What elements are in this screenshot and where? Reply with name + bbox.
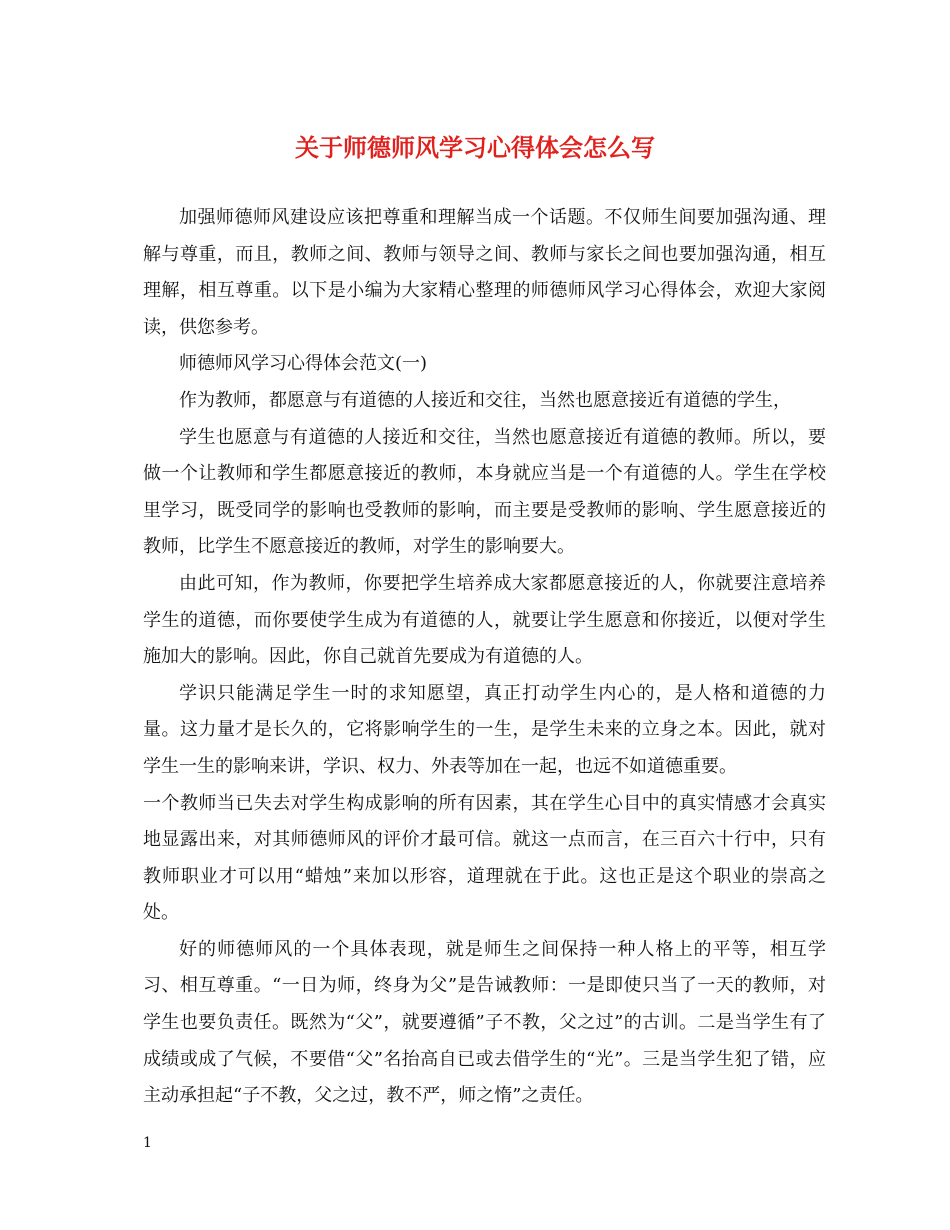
paragraph: 一个教师当已失去对学生构成影响的所有因素，其在学生心目中的真实情感才会真实地显露出来，对其师德师风的评价才最可信。就这一点而言，在三百六十行中，只有教师职业才可以用“蜡烛”来加以形容，道理就在于此。这也正是这个职业的崇高之处。: [143, 792, 826, 924]
document-title: 关于师德师风学习心得体会怎么写: [295, 133, 655, 162]
document-body: [143, 200, 826, 1115]
paragraph: 好的师德师风的一个具体表现，就是师生之间保持一种人格上的平等，相互学习、相互尊重。“一日为师，终身为父”是告诫教师：一是即使只当了一天的教师，对学生也要负责任。既然为“父”，就要遵循”子不教，父之过”的古训。二是当学生有了成绩或成了气候，不要借“父”名抬高自已或去借学生的“光”。三是当学生犯了错，应主动承担起“子不教，父之过，教不严，师之惰”之责任。: [143, 938, 826, 1107]
paragraph-intro: 加强师德师风建设应该把尊重和理解当成一个话题。不仅师生间要加强沟通、理解与尊重，而且，教师之间、教师与领导之间、教师与家长之间也要加强沟通，相互理解，相互尊重。以下是小编为大家精心整理的师德师风学习心得体会，欢迎大家阅读，供您参考。: [143, 207, 826, 338]
paragraph: 学生也愿意与有道德的人接近和交往，当然也愿意接近有道德的教师。所以，要做一个让教师和学生都愿意接近的教师，本身就应当是一个有道德的人。学生在学校里学习，既受同学的影响也受教师的影响，而主要是受教师的影响、学生愿意接近的教师，比学生不愿意接近的教师，对学生的影响要大。: [143, 426, 826, 558]
paragraph: 学识只能满足学生一时的求知愿望，真正打动学生内心的，是人格和道德的力量。这力量才是长久的，它将影响学生的一生，是学生未来的立身之本。因此，就对学生一生的影响来讲，学识、权力、外表等加在一起，也远不如道德重要。: [143, 682, 826, 777]
paragraph: 作为教师，都愿意与有道德的人接近和交往，当然也愿意接近有道德的学生，: [179, 389, 791, 411]
page-number: 1: [143, 1135, 152, 1151]
paragraph: 由此可知，作为教师，你要把学生培养成大家都愿意接近的人，你就要注意培养学生的道德，而你要使学生成为有道德的人，就要让学生愿意和你接近，以便对学生施加大的影响。因此，你自己就首先要成为有道德的人。: [143, 572, 826, 668]
paragraph-section-heading: 师德师风学习心得体会范文(一): [179, 353, 428, 375]
